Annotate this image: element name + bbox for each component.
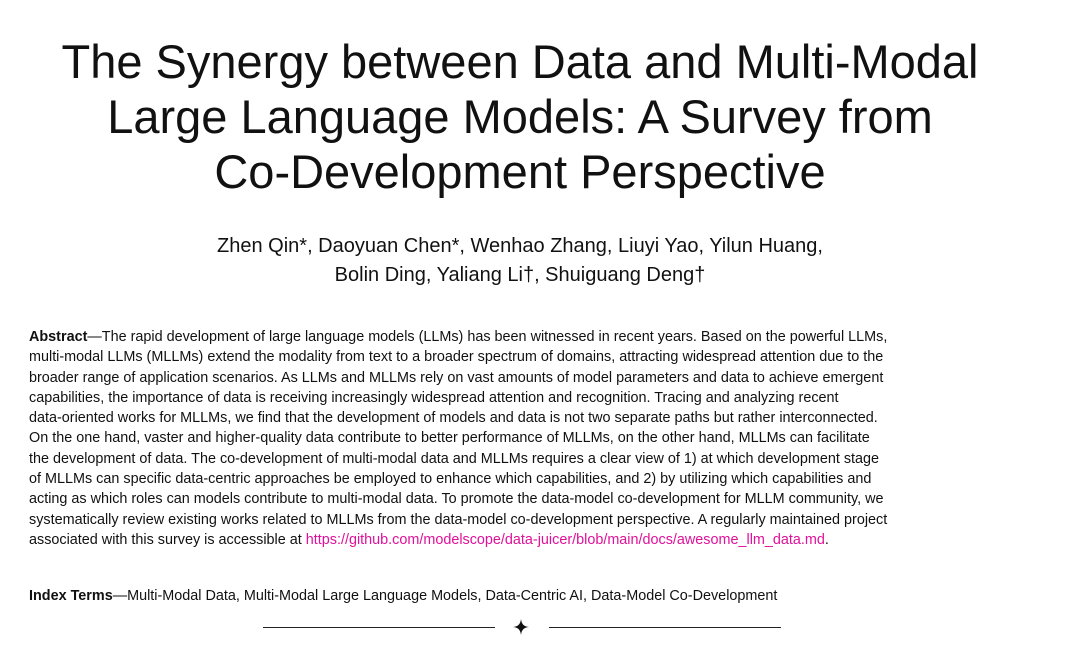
author-line: Bolin Ding, Yaliang Li†, Shuiguang Deng† — [334, 264, 706, 286]
abstract-text: associated with this survey is accessible at — [29, 531, 306, 548]
section-divider — [263, 619, 781, 635]
title-line: Large Language Models: A Survey from — [107, 90, 933, 143]
abstract-line — [29, 530, 1053, 550]
author-line: Zhen Qin*, Daoyuan Chen*, Wenhao Zhang, Liuyi Yao, Yilun Huang, — [217, 235, 823, 257]
author-list — [0, 232, 1040, 290]
abstract-text: . — [824, 531, 829, 548]
abstract-line: acting as which roles can models contribute to multi-modal data. To promote the data-model co-development for MLLM community, we — [29, 491, 884, 508]
abstract-line — [29, 327, 1053, 347]
divider-rule — [549, 627, 781, 628]
abstract-line: On the one hand, vaster and higher-quality data contribute to better performance of MLLMs, on the other hand, MLLMs can facilitate — [29, 430, 870, 447]
abstract-text: —The rapid development of large language models (LLMs) has been witnessed in recent years. Based on the powerful LLMs, — [87, 329, 888, 345]
index-terms-text: —Multi-Modal Data, Multi-Modal Large Language Models, Data-Centric AI, Data-Model Co-Development — [112, 588, 778, 604]
index-terms — [29, 586, 1053, 606]
abstract-label: Abstract — [29, 329, 88, 345]
abstract-line: multi-modal LLMs (MLLMs) extend the modality from text to a broader spectrum of domains, attracting widespread attention due to the — [29, 349, 884, 366]
abstract-line: capabilities, the importance of data is receiving increasingly widespread attention and recognition. Tracing and analyzing recent — [29, 389, 839, 406]
project-link[interactable]: https://github.com/modelscope/data-juicer/blob/main/docs/awesome_llm_data.md — [305, 531, 825, 548]
four-point-star-icon — [513, 619, 529, 635]
abstract-line: systematically review existing works related to MLLMs from the data-model co-development perspective. A regularly maintained project — [29, 511, 888, 528]
abstract — [29, 327, 1053, 550]
paper-title — [0, 34, 1040, 199]
divider-rule — [263, 627, 495, 628]
title-line: Co-Development Perspective — [214, 145, 826, 198]
title-line: The Synergy between Data and Multi-Modal — [61, 35, 979, 88]
abstract-line: the development of data. The co-development of multi-modal data and MLLMs requires a clear view of 1) at which development stage — [29, 450, 880, 467]
abstract-line: data-oriented works for MLLMs, we find that the development of models and data is not two separate paths but rather interconnected. — [29, 410, 878, 427]
index-terms-label: Index Terms — [29, 588, 113, 604]
abstract-line: of MLLMs can specific data-centric approaches be employed to enhance which capabilities, and 2) by utilizing which capabilities and — [29, 471, 872, 488]
abstract-line: broader range of application scenarios. As LLMs and MLLMs rely on vast amounts of model parameters and data to achieve emergent — [29, 369, 884, 386]
